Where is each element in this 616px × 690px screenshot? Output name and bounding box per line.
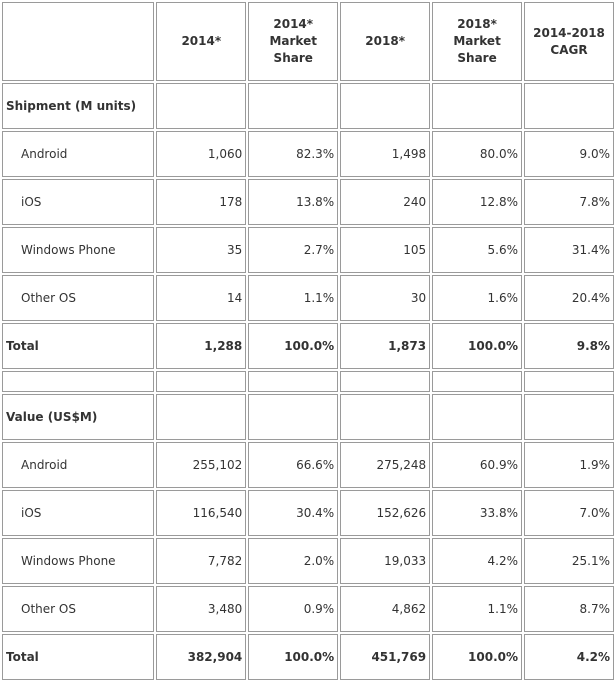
os-name: Other OS bbox=[2, 586, 154, 632]
share-2014: 2.0% bbox=[248, 538, 338, 584]
value-section-title: Value (US$M) bbox=[2, 394, 154, 440]
share-2018: 12.8% bbox=[432, 179, 522, 225]
os-name: Android bbox=[2, 442, 154, 488]
shipment-section-row bbox=[2, 83, 614, 129]
cagr: 20.4% bbox=[524, 275, 614, 321]
share-2014: 0.9% bbox=[248, 586, 338, 632]
share-2014: 30.4% bbox=[248, 490, 338, 536]
value-2018: 30 bbox=[340, 275, 430, 321]
share-2018: 1.6% bbox=[432, 275, 522, 321]
os-name: Windows Phone bbox=[2, 227, 154, 273]
empty-cell bbox=[524, 371, 614, 392]
empty-cell bbox=[248, 394, 338, 440]
total-2014: 382,904 bbox=[156, 634, 246, 680]
value-2014: 1,060 bbox=[156, 131, 246, 177]
value-2018: 105 bbox=[340, 227, 430, 273]
total-2014: 1,288 bbox=[156, 323, 246, 369]
share-2018: 80.0% bbox=[432, 131, 522, 177]
total-label: Total bbox=[2, 634, 154, 680]
table-row bbox=[2, 442, 614, 488]
header-2014: 2014* bbox=[156, 2, 246, 81]
value-2014: 178 bbox=[156, 179, 246, 225]
os-name: Android bbox=[2, 131, 154, 177]
shipment-section-title: Shipment (M units) bbox=[2, 83, 154, 129]
cagr: 9.0% bbox=[524, 131, 614, 177]
empty-cell bbox=[432, 371, 522, 392]
os-name: iOS bbox=[2, 179, 154, 225]
total-cagr: 9.8% bbox=[524, 323, 614, 369]
empty-cell bbox=[156, 371, 246, 392]
total-2018: 1,873 bbox=[340, 323, 430, 369]
table-row bbox=[2, 227, 614, 273]
value-2014: 35 bbox=[156, 227, 246, 273]
cagr: 25.1% bbox=[524, 538, 614, 584]
empty-cell bbox=[432, 394, 522, 440]
share-2014: 13.8% bbox=[248, 179, 338, 225]
table-row bbox=[2, 586, 614, 632]
header-2018-share: 2018* Market Share bbox=[432, 2, 522, 81]
empty-cell bbox=[156, 83, 246, 129]
table-row bbox=[2, 179, 614, 225]
share-2014: 66.6% bbox=[248, 442, 338, 488]
value-2014: 255,102 bbox=[156, 442, 246, 488]
value-2018: 4,862 bbox=[340, 586, 430, 632]
empty-cell bbox=[248, 83, 338, 129]
share-2014: 82.3% bbox=[248, 131, 338, 177]
value-section-row bbox=[2, 394, 614, 440]
cagr: 31.4% bbox=[524, 227, 614, 273]
shipment-total-row bbox=[2, 323, 614, 369]
share-2014: 1.1% bbox=[248, 275, 338, 321]
value-total-row bbox=[2, 634, 614, 680]
header-cagr: 2014-2018 CAGR bbox=[524, 2, 614, 81]
spacer-row bbox=[2, 371, 614, 392]
value-2018: 240 bbox=[340, 179, 430, 225]
table-row bbox=[2, 275, 614, 321]
header-corner-cell bbox=[2, 2, 154, 81]
header-2018: 2018* bbox=[340, 2, 430, 81]
total-share-2014: 100.0% bbox=[248, 323, 338, 369]
value-2018: 19,033 bbox=[340, 538, 430, 584]
empty-cell bbox=[524, 394, 614, 440]
header-row bbox=[2, 2, 614, 81]
share-2018: 60.9% bbox=[432, 442, 522, 488]
empty-cell bbox=[340, 83, 430, 129]
share-2014: 2.7% bbox=[248, 227, 338, 273]
empty-cell bbox=[340, 371, 430, 392]
share-2018: 1.1% bbox=[432, 586, 522, 632]
share-2018: 5.6% bbox=[432, 227, 522, 273]
value-2018: 275,248 bbox=[340, 442, 430, 488]
empty-cell bbox=[248, 371, 338, 392]
table-row bbox=[2, 538, 614, 584]
empty-cell bbox=[340, 394, 430, 440]
cagr: 7.0% bbox=[524, 490, 614, 536]
value-2014: 3,480 bbox=[156, 586, 246, 632]
cagr: 1.9% bbox=[524, 442, 614, 488]
value-2014: 7,782 bbox=[156, 538, 246, 584]
total-share-2018: 100.0% bbox=[432, 634, 522, 680]
table-row bbox=[2, 490, 614, 536]
empty-cell bbox=[524, 83, 614, 129]
value-2018: 152,626 bbox=[340, 490, 430, 536]
header-2014-share: 2014* Market Share bbox=[248, 2, 338, 81]
empty-cell bbox=[432, 83, 522, 129]
empty-cell bbox=[156, 394, 246, 440]
share-2018: 33.8% bbox=[432, 490, 522, 536]
total-cagr: 4.2% bbox=[524, 634, 614, 680]
value-2014: 116,540 bbox=[156, 490, 246, 536]
total-label: Total bbox=[2, 323, 154, 369]
cagr: 8.7% bbox=[524, 586, 614, 632]
os-name: Windows Phone bbox=[2, 538, 154, 584]
total-share-2018: 100.0% bbox=[432, 323, 522, 369]
os-name: iOS bbox=[2, 490, 154, 536]
value-2018: 1,498 bbox=[340, 131, 430, 177]
os-name: Other OS bbox=[2, 275, 154, 321]
table-row bbox=[2, 131, 614, 177]
total-share-2014: 100.0% bbox=[248, 634, 338, 680]
share-2018: 4.2% bbox=[432, 538, 522, 584]
value-2014: 14 bbox=[156, 275, 246, 321]
total-2018: 451,769 bbox=[340, 634, 430, 680]
empty-cell bbox=[2, 371, 154, 392]
cagr: 7.8% bbox=[524, 179, 614, 225]
